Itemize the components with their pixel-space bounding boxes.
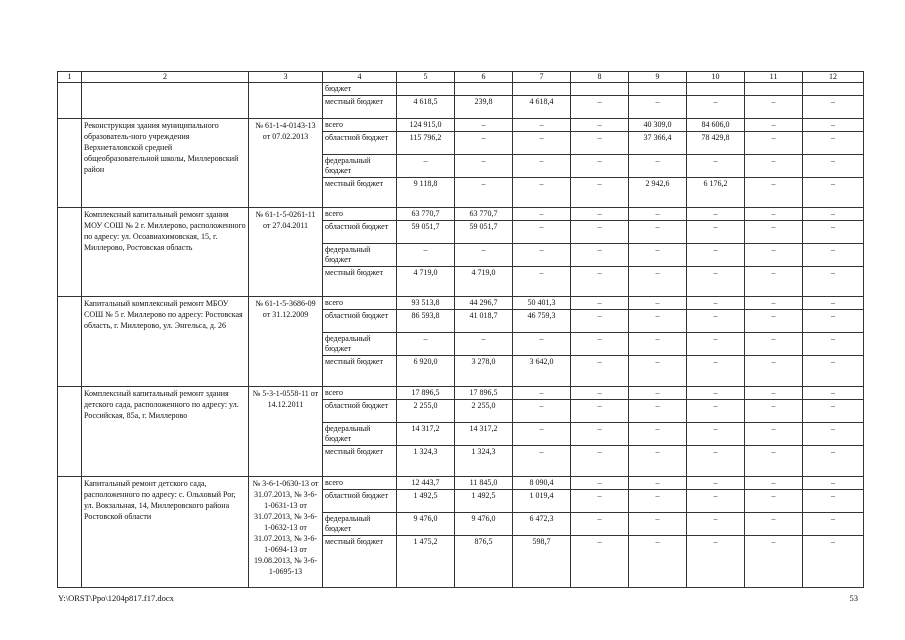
column-number: 1: [58, 72, 82, 83]
value-cell: –: [571, 267, 629, 297]
value-cell: 12 443,7: [397, 477, 455, 490]
value-cell: –: [571, 155, 629, 178]
value-cell: 9 118,8: [397, 178, 455, 208]
value-cell: –: [803, 132, 864, 155]
value-cell: –: [687, 96, 745, 119]
funding-source-cell: федеральный бюджет: [323, 423, 397, 446]
value-cell: –: [571, 96, 629, 119]
value-cell: –: [513, 155, 571, 178]
value-cell: 2 255,0: [397, 400, 455, 423]
funding-source-cell: всего: [323, 387, 397, 400]
page-number: 53: [849, 593, 858, 603]
table-row: [58, 119, 864, 132]
value-cell: –: [803, 178, 864, 208]
value-cell: [571, 83, 629, 96]
value-cell: –: [745, 387, 803, 400]
value-cell: –: [629, 244, 687, 267]
row-index-cell: [58, 387, 82, 477]
value-cell: 44 296,7: [455, 297, 513, 310]
value-cell: –: [397, 155, 455, 178]
value-cell: –: [513, 178, 571, 208]
column-number: 7: [513, 72, 571, 83]
value-cell: –: [687, 446, 745, 477]
value-cell: –: [745, 513, 803, 536]
column-number: 5: [397, 72, 455, 83]
object-name-cell: Капитальный ремонт детского сада, расположенного по адресу: с. Ольховый Рог, ул. Вокзальная, 14, Миллеровского района Ростовской области: [82, 477, 249, 588]
value-cell: –: [687, 208, 745, 221]
value-cell: –: [571, 536, 629, 588]
value-cell: –: [687, 423, 745, 446]
value-cell: –: [455, 178, 513, 208]
object-name-cell: Комплексный капитальный ремонт здания детского сада, расположенного по адресу: ул. Российская, 85а, г. Миллерово: [82, 387, 249, 477]
value-cell: 2 942,6: [629, 178, 687, 208]
value-cell: –: [687, 297, 745, 310]
value-cell: –: [745, 119, 803, 132]
column-number: 9: [629, 72, 687, 83]
value-cell: 8 090,4: [513, 477, 571, 490]
value-cell: –: [571, 387, 629, 400]
funding-source-cell: бюджет: [323, 83, 397, 96]
funding-source-cell: местный бюджет: [323, 536, 397, 588]
value-cell: –: [629, 387, 687, 400]
value-cell: –: [629, 333, 687, 356]
value-cell: –: [687, 333, 745, 356]
column-number: 4: [323, 72, 397, 83]
value-cell: 63 770,7: [455, 208, 513, 221]
value-cell: –: [745, 297, 803, 310]
value-cell: –: [745, 178, 803, 208]
value-cell: 50 401,3: [513, 297, 571, 310]
document-cell: № 61-1-4-0143-13 от 07.02.2013: [249, 119, 323, 208]
value-cell: –: [455, 132, 513, 155]
object-name-cell: Капитальный комплексный ремонт МБОУ СОШ № 5 г. Миллерово по адресу: Ростовская область, г. Миллерово, ул. Энгельса, д. 26: [82, 297, 249, 387]
value-cell: –: [571, 333, 629, 356]
row-index-cell: [58, 477, 82, 588]
value-cell: –: [455, 244, 513, 267]
value-cell: 59 051,7: [455, 221, 513, 244]
value-cell: –: [629, 513, 687, 536]
value-cell: –: [571, 119, 629, 132]
value-cell: –: [803, 155, 864, 178]
row-index-cell: [58, 208, 82, 297]
value-cell: –: [513, 132, 571, 155]
value-cell: 41 018,7: [455, 310, 513, 333]
value-cell: –: [803, 297, 864, 310]
value-cell: 14 317,2: [455, 423, 513, 446]
value-cell: –: [571, 297, 629, 310]
value-cell: –: [803, 267, 864, 297]
value-cell: –: [687, 267, 745, 297]
value-cell: –: [629, 490, 687, 513]
value-cell: –: [571, 244, 629, 267]
value-cell: 63 770,7: [397, 208, 455, 221]
funding-source-cell: областной бюджет: [323, 310, 397, 333]
value-cell: 1 492,5: [455, 490, 513, 513]
value-cell: –: [745, 356, 803, 387]
funding-source-cell: местный бюджет: [323, 446, 397, 477]
funding-source-cell: местный бюджет: [323, 178, 397, 208]
value-cell: –: [629, 446, 687, 477]
value-cell: [397, 83, 455, 96]
value-cell: –: [687, 244, 745, 267]
value-cell: –: [629, 221, 687, 244]
value-cell: 115 796,2: [397, 132, 455, 155]
document-cell: № 61-1-5-3686-09 от 31.12.2009: [249, 297, 323, 387]
funding-source-cell: федеральный бюджет: [323, 155, 397, 178]
value-cell: –: [803, 400, 864, 423]
value-cell: –: [629, 310, 687, 333]
value-cell: 239,8: [455, 96, 513, 119]
funding-source-cell: областной бюджет: [323, 132, 397, 155]
value-cell: –: [397, 244, 455, 267]
object-name-cell: [82, 83, 249, 119]
value-cell: –: [803, 333, 864, 356]
funding-source-cell: федеральный бюджет: [323, 333, 397, 356]
funding-source-cell: федеральный бюджет: [323, 513, 397, 536]
value-cell: –: [687, 356, 745, 387]
document-cell: № 3-6-1-0630-13 от 31.07.2013, № 3-6-1-0631-13 от 31.07.2013, № 3-6-1-0632-13 от 31.07.2013, № 3-6-1-0694-13 от 19.08.2013, № 3-6-1-0695-13: [249, 477, 323, 588]
value-cell: 17 896,5: [397, 387, 455, 400]
value-cell: [629, 83, 687, 96]
value-cell: –: [687, 310, 745, 333]
budget-table: [57, 71, 864, 588]
funding-source-cell: местный бюджет: [323, 267, 397, 297]
value-cell: 9 476,0: [455, 513, 513, 536]
value-cell: –: [513, 446, 571, 477]
document-cell: № 5-3-1-0558-11 от 14.12.2011: [249, 387, 323, 477]
value-cell: –: [745, 221, 803, 244]
value-cell: 6 920,0: [397, 356, 455, 387]
value-cell: –: [803, 490, 864, 513]
value-cell: –: [687, 387, 745, 400]
file-path: Y:\ORST\Ppo\1204p817.f17.docx: [58, 593, 174, 603]
value-cell: –: [571, 221, 629, 244]
value-cell: –: [745, 310, 803, 333]
value-cell: –: [629, 423, 687, 446]
value-cell: –: [513, 423, 571, 446]
value-cell: 876,5: [455, 536, 513, 588]
value-cell: –: [687, 155, 745, 178]
value-cell: 6 176,2: [687, 178, 745, 208]
value-cell: [513, 83, 571, 96]
value-cell: –: [745, 155, 803, 178]
column-number: 11: [745, 72, 803, 83]
value-cell: –: [745, 423, 803, 446]
column-number: 12: [803, 72, 864, 83]
value-cell: 1 324,3: [455, 446, 513, 477]
value-cell: –: [571, 356, 629, 387]
column-number: 8: [571, 72, 629, 83]
row-index-cell: [58, 83, 82, 119]
column-number: 2: [82, 72, 249, 83]
value-cell: –: [745, 490, 803, 513]
value-cell: 37 366,4: [629, 132, 687, 155]
value-cell: 40 309,0: [629, 119, 687, 132]
value-cell: 59 051,7: [397, 221, 455, 244]
value-cell: –: [629, 297, 687, 310]
document-cell: № 61-1-5-0261-11 от 27.04.2011: [249, 208, 323, 297]
value-cell: 4 618,5: [397, 96, 455, 119]
value-cell: 1 492,5: [397, 490, 455, 513]
table-row: [58, 387, 864, 400]
value-cell: 6 472,3: [513, 513, 571, 536]
value-cell: [803, 83, 864, 96]
value-cell: –: [571, 208, 629, 221]
value-cell: –: [803, 244, 864, 267]
value-cell: –: [687, 490, 745, 513]
value-cell: –: [745, 132, 803, 155]
value-cell: 4 719,0: [455, 267, 513, 297]
value-cell: –: [513, 400, 571, 423]
value-cell: –: [455, 333, 513, 356]
funding-source-cell: всего: [323, 119, 397, 132]
table-row: [58, 208, 864, 221]
value-cell: 86 593,8: [397, 310, 455, 333]
object-name-cell: Комплексный капитальный ремонт здания МОУ СОШ № 2 г. Миллерово, расположенного по адресу: ул. Осоавиахимовская, 15, г. Миллерово, Ростовская область: [82, 208, 249, 297]
value-cell: –: [687, 400, 745, 423]
value-cell: –: [629, 356, 687, 387]
value-cell: –: [629, 208, 687, 221]
value-cell: –: [745, 208, 803, 221]
value-cell: –: [687, 221, 745, 244]
value-cell: –: [687, 513, 745, 536]
value-cell: –: [629, 477, 687, 490]
value-cell: 2 255,0: [455, 400, 513, 423]
value-cell: –: [571, 477, 629, 490]
value-cell: –: [745, 244, 803, 267]
table-row: [58, 83, 864, 96]
value-cell: –: [803, 119, 864, 132]
value-cell: –: [571, 490, 629, 513]
value-cell: 9 476,0: [397, 513, 455, 536]
value-cell: –: [745, 477, 803, 490]
value-cell: 46 759,3: [513, 310, 571, 333]
value-cell: –: [513, 267, 571, 297]
funding-source-cell: федеральный бюджет: [323, 244, 397, 267]
object-name-cell: Реконструкция здания муниципального образователь-ного учреждения Верхнеталовской средней общеобразовательной школы, Миллеровский район: [82, 119, 249, 208]
funding-source-cell: местный бюджет: [323, 96, 397, 119]
value-cell: –: [803, 513, 864, 536]
value-cell: 84 606,0: [687, 119, 745, 132]
value-cell: –: [571, 178, 629, 208]
value-cell: –: [513, 221, 571, 244]
value-cell: 4 618,4: [513, 96, 571, 119]
value-cell: –: [513, 119, 571, 132]
value-cell: –: [687, 477, 745, 490]
value-cell: 78 429,8: [687, 132, 745, 155]
value-cell: –: [513, 333, 571, 356]
value-cell: 3 642,0: [513, 356, 571, 387]
value-cell: –: [513, 387, 571, 400]
value-cell: [687, 83, 745, 96]
funding-source-cell: всего: [323, 477, 397, 490]
value-cell: [455, 83, 513, 96]
value-cell: –: [803, 310, 864, 333]
value-cell: –: [629, 400, 687, 423]
value-cell: 14 317,2: [397, 423, 455, 446]
document-cell: [249, 83, 323, 119]
value-cell: –: [745, 536, 803, 588]
value-cell: 1 019,4: [513, 490, 571, 513]
value-cell: –: [629, 267, 687, 297]
row-index-cell: [58, 297, 82, 387]
value-cell: –: [803, 536, 864, 588]
value-cell: –: [803, 446, 864, 477]
row-index-cell: [58, 119, 82, 208]
value-cell: 1 475,2: [397, 536, 455, 588]
value-cell: –: [803, 477, 864, 490]
funding-source-cell: всего: [323, 297, 397, 310]
value-cell: –: [397, 333, 455, 356]
value-cell: –: [803, 208, 864, 221]
value-cell: 11 845,0: [455, 477, 513, 490]
value-cell: –: [745, 96, 803, 119]
value-cell: –: [571, 310, 629, 333]
value-cell: –: [513, 208, 571, 221]
value-cell: 93 513,8: [397, 297, 455, 310]
column-number-row: [58, 72, 864, 83]
column-number: 10: [687, 72, 745, 83]
value-cell: 3 278,0: [455, 356, 513, 387]
value-cell: –: [803, 96, 864, 119]
value-cell: 1 324,3: [397, 446, 455, 477]
value-cell: –: [803, 387, 864, 400]
funding-source-cell: местный бюджет: [323, 356, 397, 387]
value-cell: 598,7: [513, 536, 571, 588]
value-cell: –: [745, 267, 803, 297]
value-cell: –: [571, 423, 629, 446]
value-cell: –: [803, 356, 864, 387]
value-cell: –: [687, 536, 745, 588]
value-cell: –: [513, 244, 571, 267]
value-cell: –: [455, 119, 513, 132]
funding-source-cell: областной бюджет: [323, 400, 397, 423]
value-cell: –: [745, 333, 803, 356]
value-cell: –: [745, 446, 803, 477]
value-cell: –: [571, 400, 629, 423]
table-row: [58, 297, 864, 310]
value-cell: –: [629, 536, 687, 588]
value-cell: –: [803, 423, 864, 446]
table-row: [58, 477, 864, 490]
column-number: 3: [249, 72, 323, 83]
value-cell: 124 915,0: [397, 119, 455, 132]
value-cell: –: [629, 155, 687, 178]
funding-source-cell: областной бюджет: [323, 490, 397, 513]
value-cell: –: [571, 513, 629, 536]
value-cell: –: [803, 221, 864, 244]
funding-source-cell: всего: [323, 208, 397, 221]
value-cell: –: [571, 446, 629, 477]
value-cell: 17 896,5: [455, 387, 513, 400]
value-cell: –: [745, 400, 803, 423]
funding-source-cell: областной бюджет: [323, 221, 397, 244]
value-cell: –: [629, 96, 687, 119]
value-cell: [745, 83, 803, 96]
value-cell: –: [455, 155, 513, 178]
value-cell: –: [571, 132, 629, 155]
value-cell: 4 719,0: [397, 267, 455, 297]
column-number: 6: [455, 72, 513, 83]
